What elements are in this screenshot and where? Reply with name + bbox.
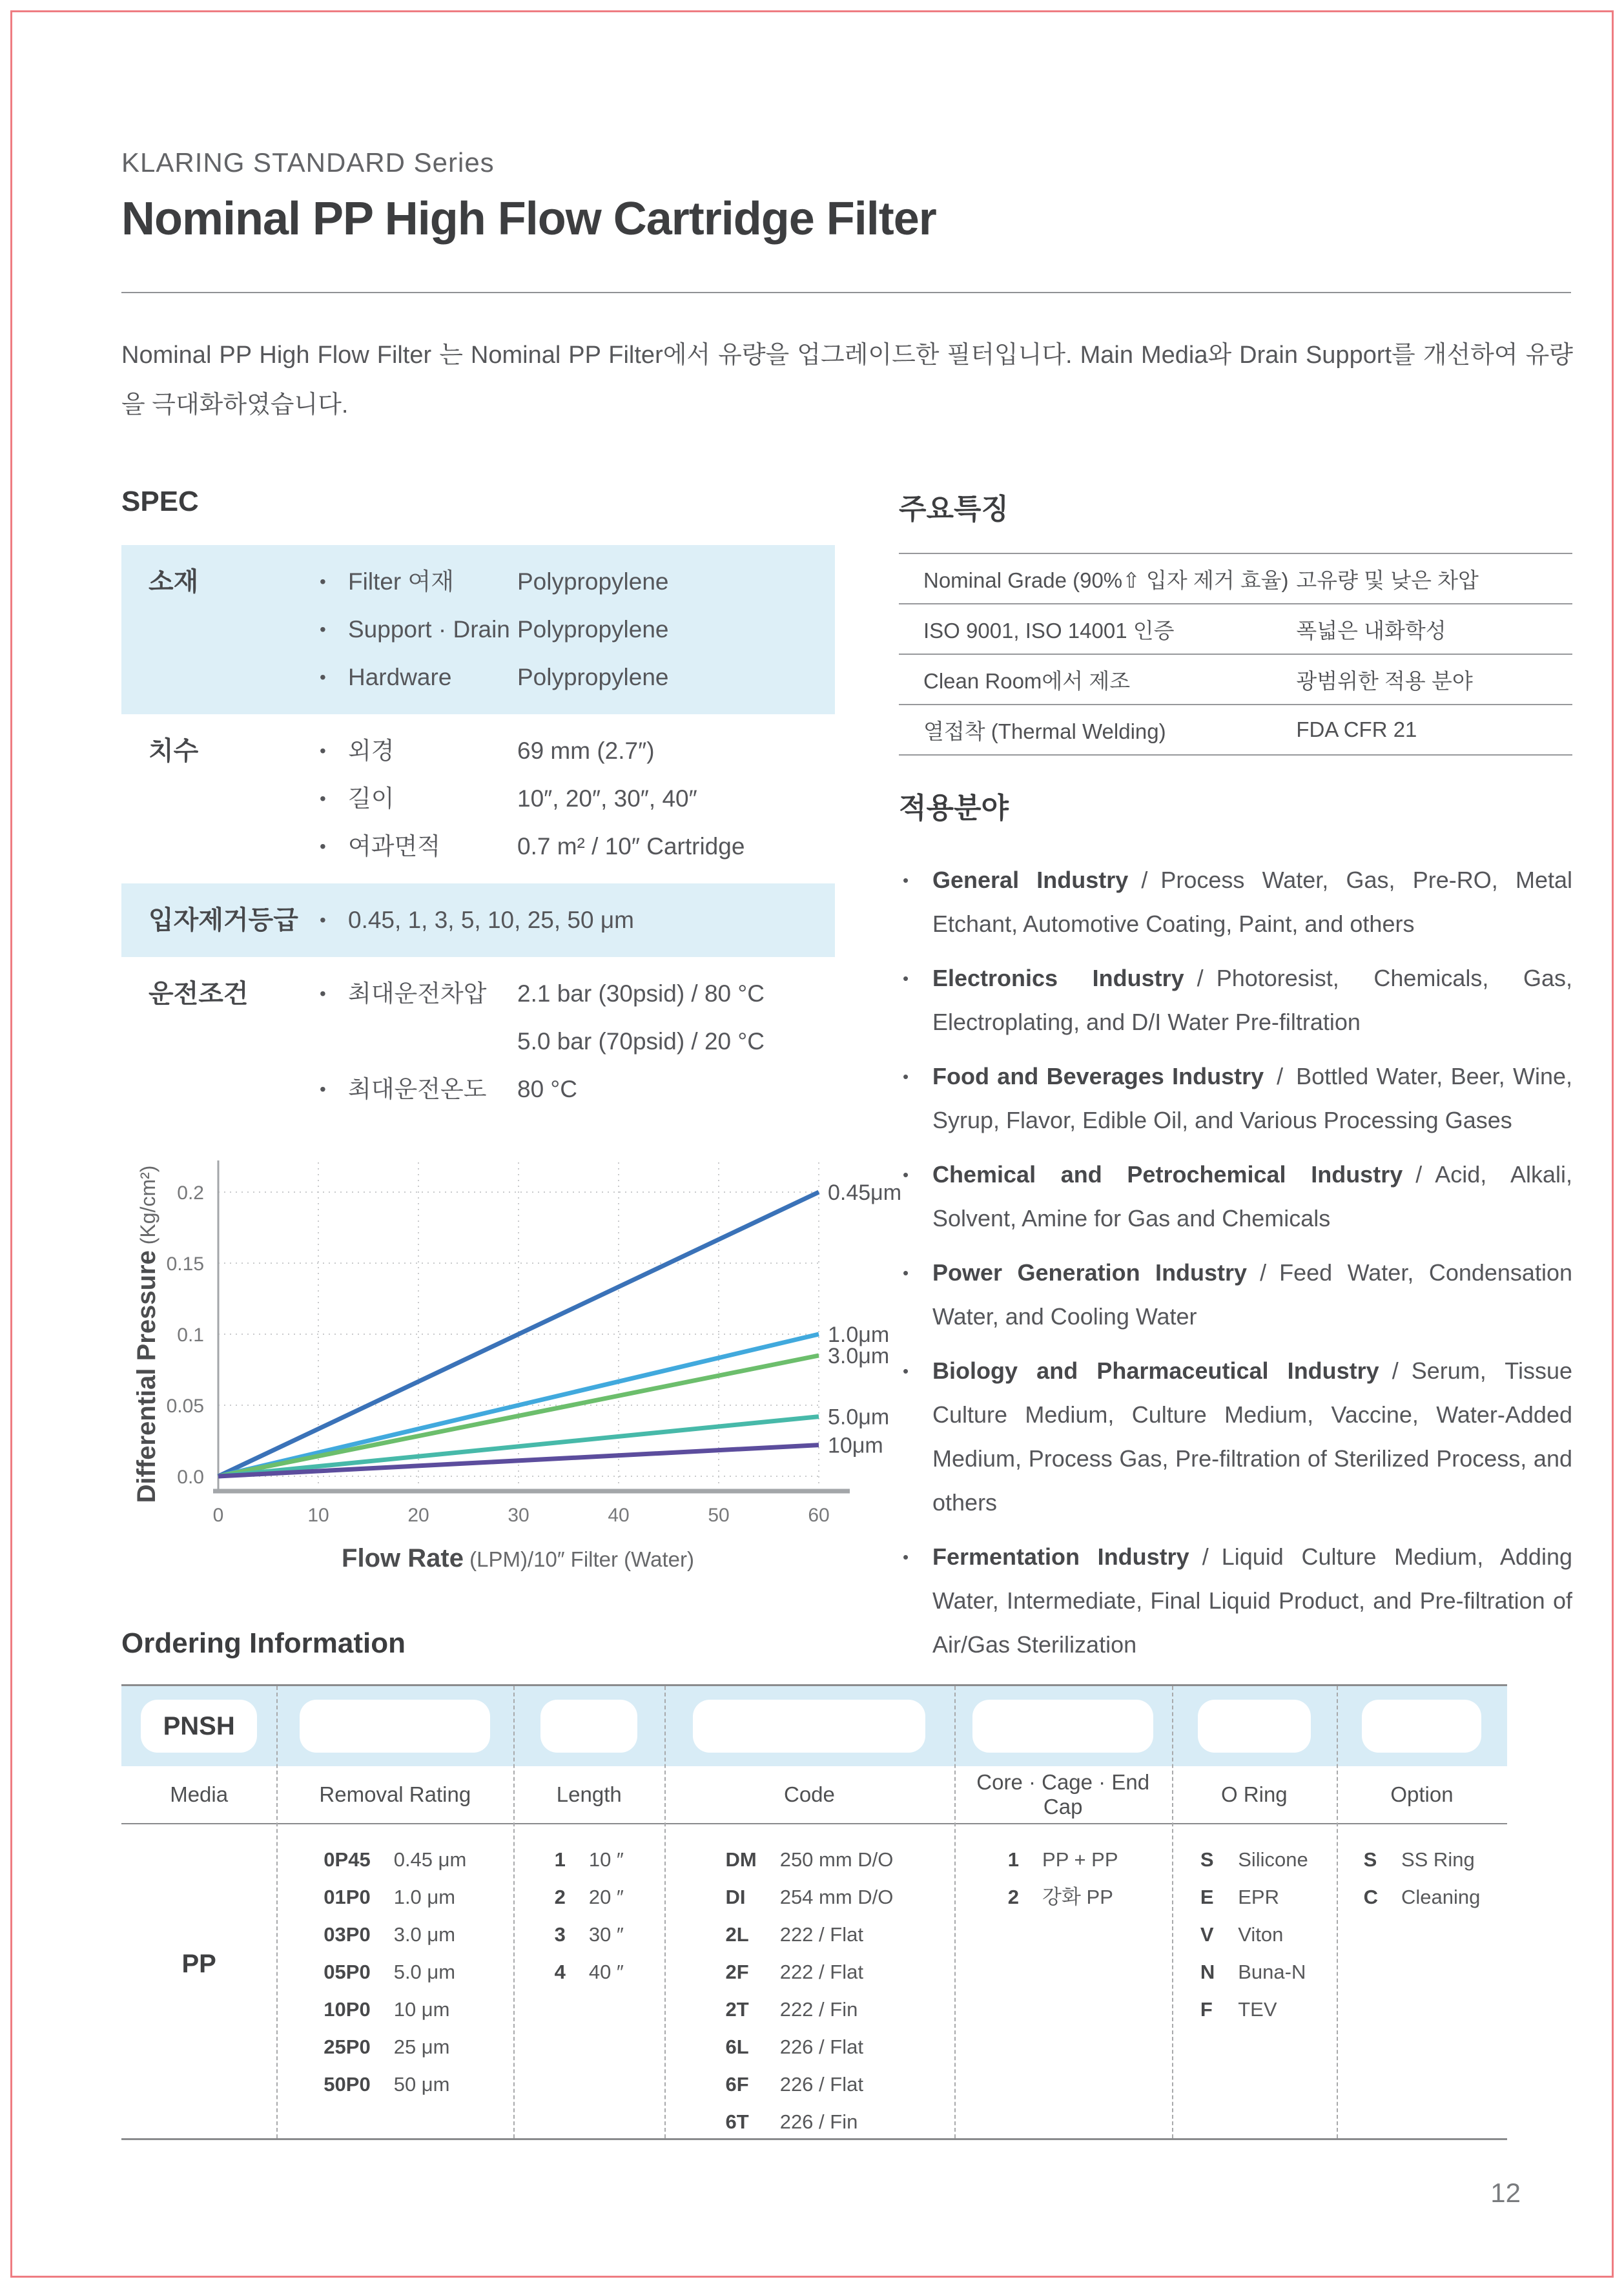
slash-separator: /: [1202, 1543, 1209, 1570]
x-tick-label: 20: [407, 1505, 429, 1526]
flow-rate-chart: [121, 1125, 935, 1581]
x-tick-label: 0: [212, 1505, 224, 1526]
application-industry: Biology and Pharmaceutical Industry: [932, 1357, 1379, 1384]
y-tick-label: 0.1: [177, 1324, 204, 1346]
feature-row: [899, 553, 1572, 603]
spec-item: [320, 606, 835, 654]
spec-item-name: Support · Drain: [348, 616, 510, 643]
empty-code-pill: [693, 1700, 925, 1753]
spec-row: [121, 883, 835, 957]
ordering-value: 25 μm: [393, 2035, 450, 2058]
bullet-icon: •: [903, 1547, 909, 1567]
ordering-code: V: [1200, 1923, 1214, 1946]
ordering-code: 0P45: [324, 1848, 371, 1871]
ordering-code: 2T: [725, 1998, 749, 2021]
ordering-value: 3.0 μm: [393, 1923, 456, 1946]
feature-right: 광범위한 적용 분야: [1296, 668, 1473, 693]
ordering-value: 10 ″: [588, 1848, 624, 1871]
bullet-icon: •: [320, 836, 326, 856]
bullet-icon: •: [903, 1165, 909, 1184]
application-description: Bottled Water, Beer, Wine, Syrup, Flavor, Edible Oil, and Various Processing Gases: [932, 1063, 1573, 1133]
ordering-value: 226 / Flat: [779, 2035, 863, 2058]
feature-left: ISO 9001, ISO 14001 인증: [923, 618, 1175, 643]
features-heading: 주요특징: [899, 493, 1009, 525]
spec-item: [320, 823, 835, 871]
ordering-cell: [664, 1841, 954, 2141]
y-tick-label: 0.0: [177, 1467, 204, 1488]
series-end-label: 3.0μm: [828, 1344, 890, 1368]
ordering-value: 222 / Flat: [779, 1961, 863, 1983]
ordering-cell: [121, 1841, 276, 2141]
spec-item: [320, 654, 835, 701]
chart-svg: [121, 1125, 935, 1581]
ordering-code: C: [1363, 1886, 1378, 1908]
intro-paragraph: Nominal PP High Flow Filter 는 Nominal PP Filter에서 유량을 업그레이드한 필터입니다. Main Media와 Drain Support를 개선하여 유량을 극대화하였습니다.: [121, 342, 1573, 418]
spec-item-name: 외경: [348, 737, 395, 764]
spec-item-name: 길이: [348, 785, 395, 812]
ordering-column-header: Option: [1390, 1782, 1454, 1806]
spec-item-value: 0.7 m² / 10″ Cartridge: [517, 833, 745, 860]
spec-row-items: [320, 896, 835, 944]
x-tick-label: 30: [508, 1505, 529, 1526]
ordering-value: 20 ″: [588, 1886, 624, 1908]
ordering-value: Viton: [1238, 1923, 1284, 1946]
spec-item-value: Polypropylene: [517, 568, 669, 595]
spec-item: [320, 775, 835, 823]
spec-item-name: 최대운전온도: [348, 1076, 487, 1102]
ordering-value: PP + PP: [1042, 1848, 1118, 1871]
ordering-cell: [1337, 1841, 1507, 2141]
ordering-code: DI: [725, 1886, 746, 1908]
spec-item-value: Polypropylene: [517, 664, 669, 690]
bullet-icon: •: [320, 741, 326, 761]
ordering-cell: [954, 1841, 1172, 2141]
ordering-section: [121, 1627, 1507, 2140]
series-line: [218, 1417, 819, 1476]
ordering-column-header: Removal Rating: [319, 1782, 471, 1806]
ordering-value: 강화 PP: [1042, 1886, 1113, 1908]
ordering-heading: Ordering Information: [121, 1627, 406, 1659]
ordering-code: 05P0: [324, 1961, 371, 1983]
ordering-code: 2: [1007, 1886, 1020, 1908]
column-separator: [276, 1686, 278, 2138]
ordering-code: 1: [554, 1848, 566, 1871]
spec-item: [320, 727, 835, 775]
column-separator: [664, 1686, 666, 2138]
ordering-column-header: Core · Cage · End Cap: [976, 1770, 1150, 1819]
y-tick-label: 0.15: [166, 1253, 204, 1275]
slash-separator: /: [1392, 1357, 1399, 1384]
feature-right: FDA CFR 21: [1296, 717, 1417, 741]
media-value: PP: [181, 1950, 216, 1978]
bullet-icon: •: [320, 910, 326, 930]
y-tick-label: 0.05: [166, 1396, 204, 1417]
x-tick-label: 50: [708, 1505, 730, 1526]
ordering-column-header: O Ring: [1220, 1782, 1288, 1806]
feature-left: Clean Room에서 제조: [923, 668, 1131, 693]
spec-row-label: 운전조건: [149, 980, 249, 1008]
x-tick-label: 40: [608, 1505, 630, 1526]
spec-item-value: 2.1 bar (30psid) / 80 °C: [517, 980, 765, 1007]
ordering-value: SS Ring: [1401, 1848, 1475, 1871]
slash-separator: /: [1415, 1161, 1423, 1188]
empty-code-pill: [1362, 1700, 1481, 1753]
column-separator: [954, 1686, 956, 2138]
ordering-value: 250 mm D/O: [779, 1848, 894, 1871]
slash-separator: /: [1141, 867, 1148, 893]
series-line: [218, 1192, 819, 1476]
empty-code-pill: [300, 1700, 490, 1753]
model-code-pill: PNSH: [141, 1700, 257, 1753]
spec-table: [121, 545, 835, 1126]
features-section: [899, 486, 1572, 756]
ordering-code: 2F: [725, 1961, 749, 1983]
x-axis-title: Flow Rate (LPM)/10″ Filter (Water): [342, 1544, 694, 1572]
spec-row-items: [320, 727, 835, 871]
spec-item-name: 여과면적: [348, 833, 440, 860]
applications-list: [899, 858, 1572, 1667]
bullet-icon: •: [320, 619, 326, 639]
ordering-code: 10P0: [324, 1998, 371, 2021]
spec-item-value: 69 mm (2.7″): [517, 737, 655, 764]
bullet-icon: •: [320, 667, 326, 687]
ordering-pairs: [324, 1841, 466, 2103]
ordering-cell: [513, 1841, 664, 2141]
application-description: Acid, Alkali, Solvent, Amine for Gas and Chemicals: [932, 1161, 1573, 1232]
ordering-table: [121, 1684, 1507, 2140]
spec-row: [121, 545, 835, 714]
ordering-value: EPR: [1238, 1886, 1279, 1908]
ordering-code: S: [1363, 1848, 1377, 1871]
application-description: Process Water, Gas, Pre-RO, Metal Etchant, Automotive Coating, Paint, and others: [932, 867, 1573, 937]
ordering-value: 30 ″: [588, 1923, 624, 1946]
spec-item-name: 0.45, 1, 3, 5, 10, 25, 50 μm: [348, 907, 634, 933]
ordering-cell: [1172, 1841, 1337, 2141]
ordering-pairs: [725, 1841, 893, 2141]
ordering-code: 25P0: [324, 2035, 371, 2058]
series-end-label: 10μm: [828, 1433, 883, 1458]
bullet-icon: •: [320, 788, 326, 809]
page-title: Nominal PP High Flow Cartridge Filter: [121, 193, 936, 245]
application-industry: Power Generation Industry: [932, 1259, 1248, 1286]
spec-row-label: 입자제거등급: [149, 906, 298, 934]
ordering-code: 6T: [725, 2110, 749, 2133]
empty-code-pill: [1198, 1700, 1311, 1753]
ordering-value: 5.0 μm: [393, 1961, 456, 1983]
ordering-code: 03P0: [324, 1923, 371, 1946]
ordering-column-header: Length: [556, 1782, 622, 1806]
feature-right: 고유량 및 낮은 차압: [1296, 568, 1479, 592]
spec-item-value: Polypropylene: [517, 616, 669, 643]
ordering-code: 3: [554, 1923, 566, 1946]
ordering-code: 6L: [725, 2035, 749, 2058]
spec-item-name: Filter 여재: [348, 568, 454, 595]
ordering-value: Buna-N: [1238, 1961, 1306, 1983]
spec-item: [320, 896, 835, 944]
ordering-code: 2L: [725, 1923, 749, 1946]
application-item: [899, 1055, 1572, 1142]
feature-row: [899, 603, 1572, 654]
ordering-pairs: [1364, 1841, 1481, 1916]
column-separator: [1172, 1686, 1173, 2138]
bullet-icon: •: [320, 1079, 326, 1099]
ordering-code: 4: [554, 1961, 566, 1983]
spec-row-items: [320, 970, 835, 1113]
ordering-value: 10 μm: [393, 1998, 450, 2021]
x-tick-label: 60: [808, 1505, 830, 1526]
bullet-icon: •: [903, 1263, 909, 1283]
series-end-label: 5.0μm: [828, 1405, 890, 1430]
ordering-value: 222 / Fin: [779, 1998, 858, 2021]
slash-separator: /: [1197, 965, 1204, 991]
spec-heading: SPEC: [121, 486, 199, 517]
application-item: [899, 1251, 1572, 1339]
spec-item-value: 80 °C: [517, 1076, 577, 1102]
spec-item-value: 10″, 20″, 30″, 40″: [517, 785, 697, 812]
series-line: [218, 1355, 819, 1476]
ordering-code: DM: [725, 1848, 757, 1871]
application-item: [899, 1153, 1572, 1241]
ordering-cell: [276, 1841, 513, 2141]
spec-item-name: [348, 1018, 517, 1066]
bullet-icon: •: [903, 871, 909, 890]
spec-item-name: Hardware: [348, 664, 452, 690]
spec-row-label: 치수: [149, 737, 199, 765]
bullet-icon: •: [903, 1361, 909, 1381]
ordering-value: 254 mm D/O: [779, 1886, 894, 1908]
ordering-header-row: [121, 1766, 1507, 1824]
application-description: Feed Water, Condensation Water, and Cooling Water: [932, 1259, 1572, 1330]
ordering-code: 6F: [725, 2073, 749, 2096]
empty-code-pill: [972, 1700, 1153, 1753]
spec-item: [320, 970, 835, 1018]
application-item: [899, 956, 1572, 1044]
spec-item: [320, 1066, 835, 1113]
empty-code-pill: [540, 1700, 637, 1753]
ordering-value: 0.45 μm: [393, 1848, 467, 1871]
ordering-value: Cleaning: [1401, 1886, 1481, 1908]
bullet-icon: •: [903, 969, 909, 988]
ordering-value: Silicone: [1238, 1848, 1308, 1871]
application-industry: Food and Beverages Industry: [932, 1063, 1264, 1089]
application-description: Liquid Culture Medium, Adding Water, Intermediate, Final Liquid Product, and Pre-filtration of Air/Gas Sterilization: [932, 1543, 1572, 1658]
application-industry: Fermentation Industry: [932, 1543, 1189, 1570]
ordering-code: N: [1200, 1961, 1215, 1983]
application-description: Photoresist, Chemicals, Gas, Electroplating, and D/I Water Pre-filtration: [932, 965, 1572, 1035]
column-separator: [513, 1686, 515, 2138]
series-end-label: 1.0μm: [828, 1323, 890, 1347]
ordering-column-header: Code: [784, 1782, 835, 1806]
application-industry: Electronics Industry: [932, 965, 1184, 991]
ordering-code: S: [1200, 1848, 1214, 1871]
ordering-pairs: [1200, 1841, 1308, 2028]
application-industry: Chemical and Petrochemical Industry: [932, 1161, 1403, 1188]
ordering-body: [121, 1824, 1507, 2138]
feature-row: [899, 704, 1572, 754]
ordering-value: 1.0 μm: [393, 1886, 456, 1908]
slash-separator: /: [1277, 1063, 1284, 1089]
feature-left: Nominal Grade (90%⇧ 입자 제거 효율): [923, 568, 1289, 592]
bullet-icon: •: [903, 1067, 909, 1086]
applications-heading: 적용분야: [899, 792, 1009, 824]
features-table: [899, 553, 1572, 756]
ordering-code: 50P0: [324, 2073, 371, 2096]
ordering-value: 226 / Flat: [779, 2073, 863, 2096]
slash-separator: /: [1260, 1259, 1267, 1286]
spec-item-value: 5.0 bar (70psid) / 20 °C: [517, 1028, 765, 1055]
ordering-column-header: Media: [170, 1782, 229, 1806]
ordering-pairs: [555, 1841, 624, 1991]
bullet-icon: •: [320, 572, 326, 592]
ordering-code: F: [1200, 1998, 1213, 2021]
ordering-code: E: [1200, 1886, 1214, 1908]
ordering-value: 226 / Fin: [779, 2110, 858, 2133]
spec-item-name: 최대운전차압: [348, 980, 487, 1007]
series-end-label: 0.45μm: [828, 1180, 902, 1205]
ordering-value: 222 / Flat: [779, 1923, 863, 1946]
feature-left: 열접착 (Thermal Welding): [923, 719, 1166, 743]
feature-row: [899, 654, 1572, 704]
application-item: [899, 858, 1572, 946]
y-axis-title: Differential Pressure (Kg/cm²): [132, 1165, 161, 1503]
title-divider: [121, 292, 1571, 293]
spec-row: [121, 714, 835, 883]
y-tick-label: 0.2: [177, 1182, 204, 1204]
column-separator: [1337, 1686, 1338, 2138]
series-label: KLARING STANDARD Series: [121, 147, 495, 178]
ordering-pairs: [1008, 1841, 1118, 1916]
ordering-code: 2: [554, 1886, 566, 1908]
spec-row: [121, 957, 835, 1126]
ordering-code: 1: [1007, 1848, 1020, 1871]
applications-section: [899, 785, 1572, 1677]
ordering-value: 40 ″: [588, 1961, 624, 1983]
spec-section: [121, 486, 835, 1126]
application-industry: General Industry: [932, 867, 1129, 893]
application-item: [899, 1349, 1572, 1525]
ordering-code: 01P0: [324, 1886, 371, 1908]
page-number: 12: [1490, 2178, 1521, 2208]
x-tick-label: 10: [307, 1505, 329, 1526]
ordering-value: TEV: [1238, 1998, 1277, 2021]
application-description: Serum, Tissue Culture Medium, Culture Medium, Vaccine, Water-Added Medium, Process Gas, Pre-filtration of Sterilized Process, and others: [932, 1357, 1572, 1516]
ordering-band: [121, 1686, 1507, 1766]
spec-item: [320, 558, 835, 606]
spec-item: [320, 1018, 835, 1066]
ordering-value: 50 μm: [393, 2073, 450, 2096]
feature-right: 폭넓은 내화학성: [1296, 618, 1446, 643]
spec-row-label: 소재: [149, 568, 199, 596]
spec-row-items: [320, 558, 835, 701]
bullet-icon: •: [320, 984, 326, 1004]
